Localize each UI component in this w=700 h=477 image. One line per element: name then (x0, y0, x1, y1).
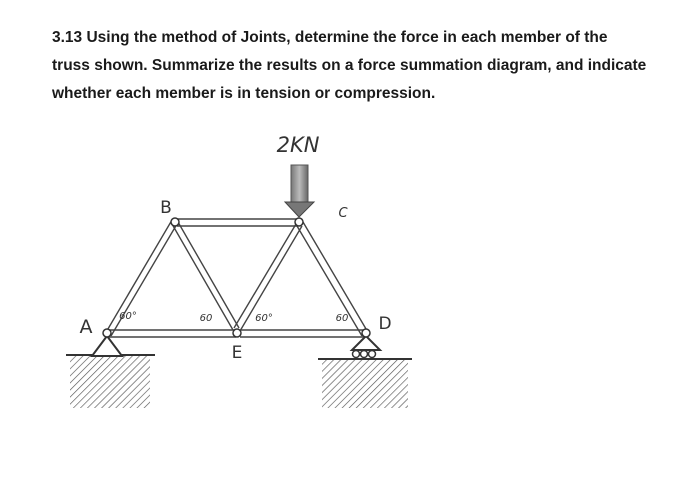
problem-line-1: 3.13 Using the method of Joints, determine the force in each member of the (52, 29, 608, 46)
joint-A (103, 329, 111, 337)
member-AB (105, 220, 177, 336)
roller-2 (361, 351, 368, 358)
joint-label-D: D (378, 314, 392, 334)
roller-3 (369, 351, 376, 358)
joint-B (171, 218, 179, 226)
load-label: 2KN (276, 133, 320, 157)
angle-label-D: 60 (335, 313, 349, 324)
angle-label-E-left: 60 (199, 313, 213, 324)
joint-E (233, 329, 241, 337)
joint-label-E: E (231, 343, 243, 363)
joint-label-B: B (160, 198, 172, 218)
member-BC (173, 219, 301, 226)
ground-left (70, 356, 150, 408)
problem-line-2: truss shown. Summarize the results on a force summation diagram, and indicate (52, 57, 647, 74)
truss-members (105, 219, 369, 337)
joint-C (295, 218, 303, 226)
member-AE (109, 330, 236, 337)
roller-1 (353, 351, 360, 358)
angle-label-E-right: 60° (255, 313, 273, 324)
member-ED (240, 330, 364, 337)
joint-label-A: A (79, 316, 93, 338)
joint-D (362, 329, 370, 337)
roller-support-D (352, 336, 380, 350)
member-CD (297, 222, 369, 336)
ground-right (322, 360, 408, 408)
angle-label-A: 60° (119, 311, 137, 322)
problem-line-3: whether each member is in tension or compression. (52, 85, 436, 102)
joint-label-C: C (338, 206, 348, 221)
pin-support-A (92, 336, 122, 356)
load-arrow-icon (285, 165, 314, 217)
